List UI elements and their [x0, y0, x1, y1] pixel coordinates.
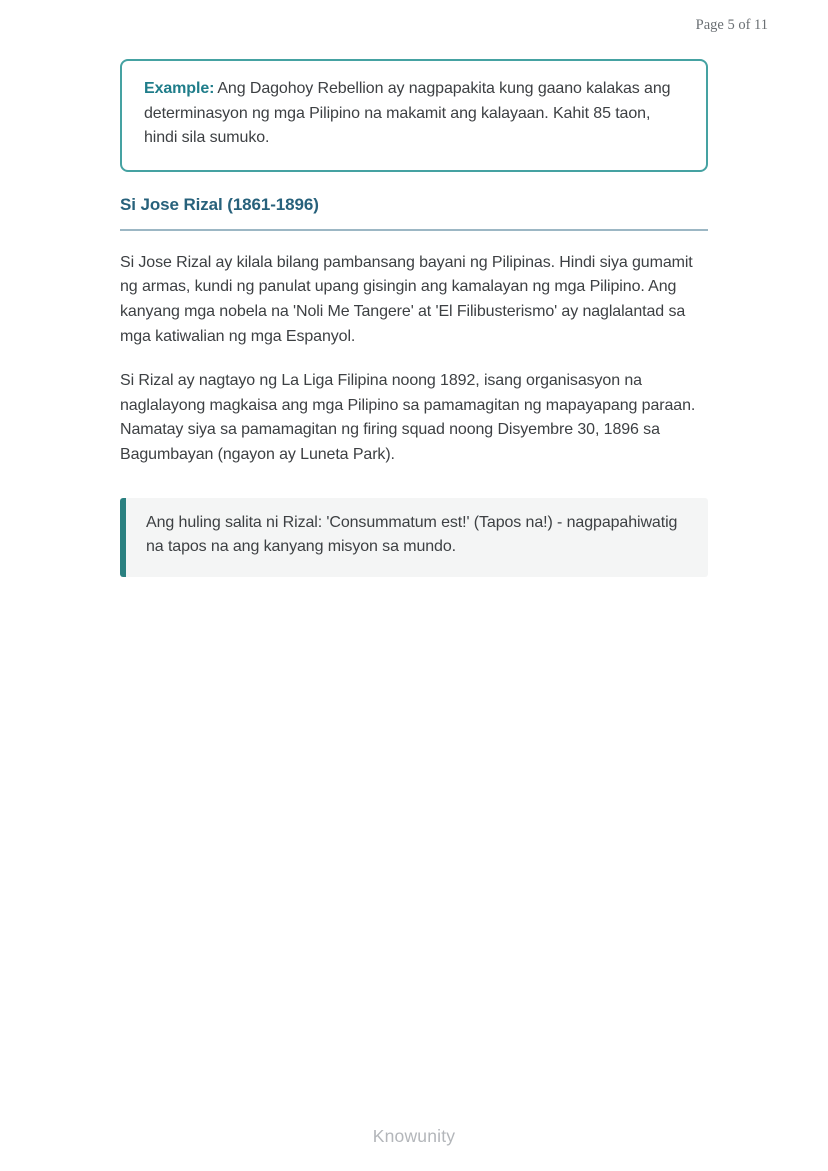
- example-body-text: Ang Dagohoy Rebellion ay nagpapakita kung gaano kalakas ang determinasyon ng mga Pilipino na makamit ang kalayaan. Kahit 85 taon, hindi sila sumuko.: [144, 80, 671, 147]
- quote-text: Ang huling salita ni Rizal: 'Consummatum est!' (Tapos na!) - nagpapahiwatig na tapos na ang kanyang misyon sa mundo.: [146, 513, 678, 556]
- example-callout-box: [120, 59, 708, 172]
- example-text: [144, 77, 680, 151]
- quote-callout-box: [120, 498, 708, 577]
- page-content: [120, 59, 708, 577]
- body-paragraph: Si Jose Rizal ay kilala bilang pambansang bayani ng Pilipinas. Hindi siya gumamit ng armas, kundi ng panulat upang gisingin ang kamalayan ng mga Pilipino. Ang kanyang mga nobela na 'Noli Me Tangere' at 'El Filibusterismo' ay naglalantad sa mga katiwalian ng mga Espanyol.: [120, 253, 693, 345]
- page-number: Page 5 of 11: [695, 17, 768, 33]
- body-paragraph: Si Rizal ay nagtayo ng La Liga Filipina noong 1892, isang organisasyon na naglalayong magkaisa ang mga Pilipino sa pamamagitan ng mapayapang paraan. Namatay siya sa pamamagitan ng firing squad noong Disyembre 30, 1896 sa Bagumbayan (ngayon ay Luneta Park).: [120, 372, 696, 463]
- brand-watermark: Knowunity: [372, 1126, 456, 1146]
- example-label: Example:: [144, 80, 215, 97]
- section-heading: Si Jose Rizal (1861-1896): [120, 195, 708, 231]
